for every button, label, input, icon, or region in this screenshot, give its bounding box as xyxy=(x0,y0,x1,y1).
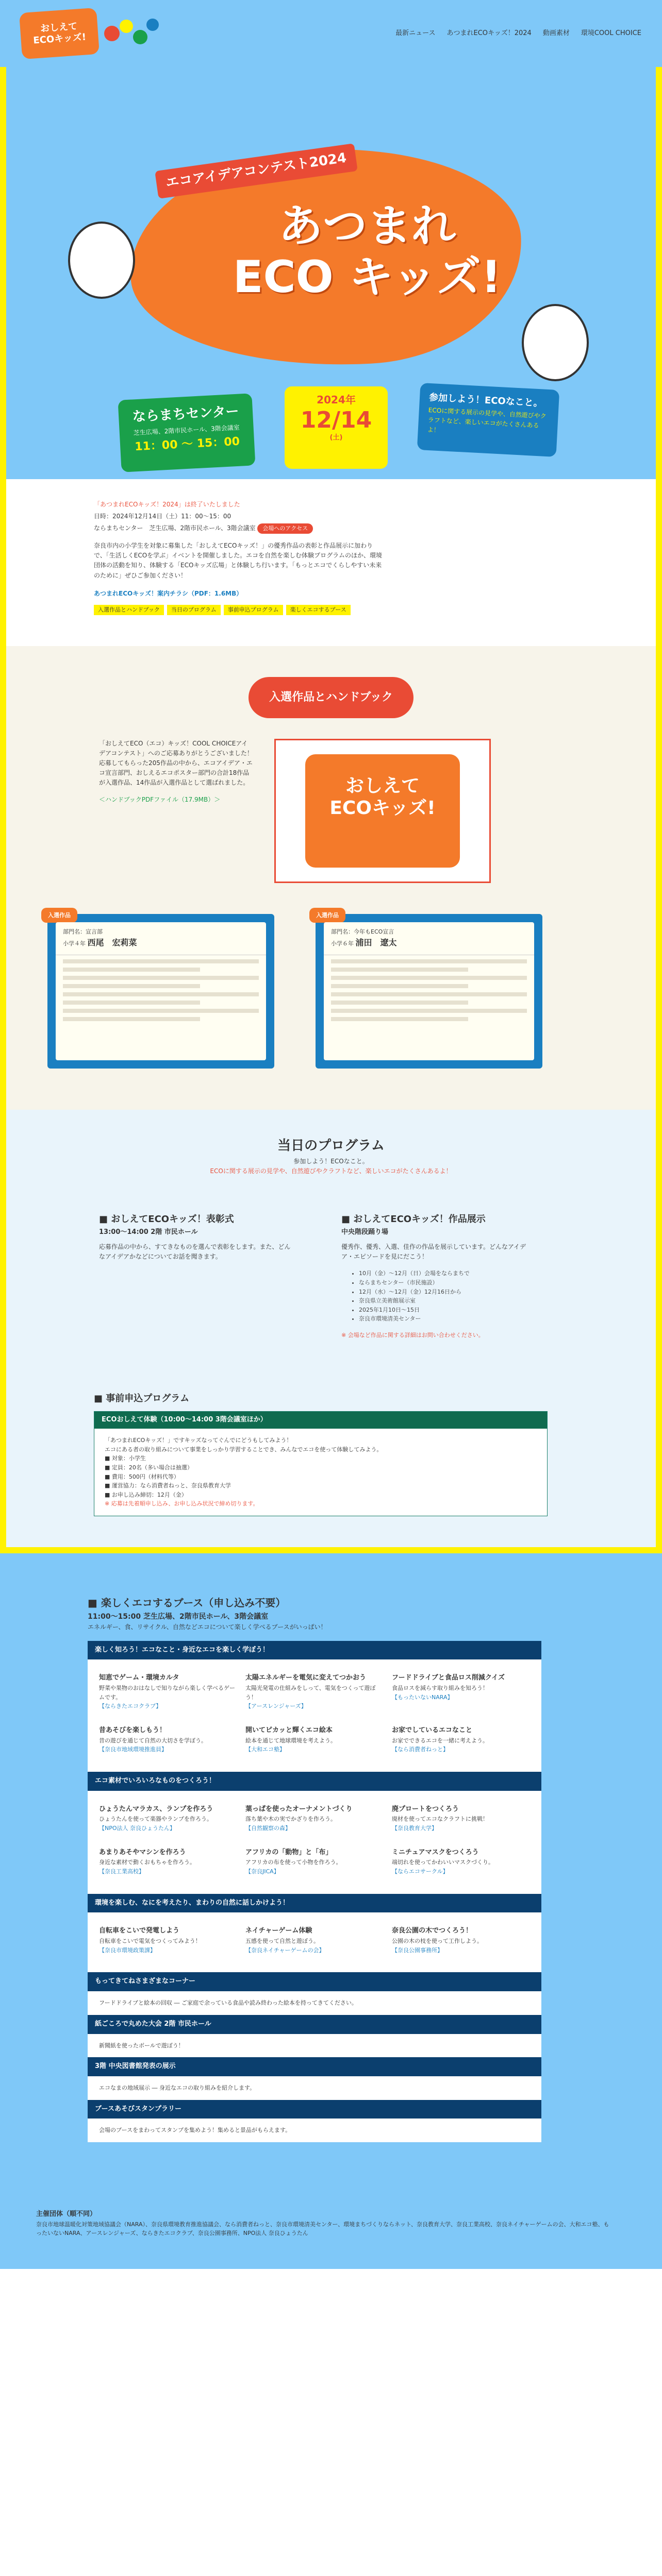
booth-text: 端切れを使ってかわいいマスクづくり。 xyxy=(392,1859,494,1866)
booth-item xyxy=(388,1668,534,1720)
booth-title: お家でしているエコなこと xyxy=(392,1726,473,1734)
hero-banner xyxy=(0,67,662,479)
exhibition-text: 優秀作、優秀、入選、佳作の作品を展示しています。どんなアイデア・エピソードを見にだこう！ xyxy=(341,1243,526,1261)
booth-title: ミニチュアマスクをつくろう xyxy=(392,1848,479,1856)
hero-title-line2: ECO キッズ! xyxy=(233,251,502,303)
booth-item xyxy=(95,1921,241,1964)
note-item xyxy=(88,2034,541,2058)
nav-cool-choice[interactable]: 環境COOL CHOICE xyxy=(581,29,641,37)
nav-news[interactable]: 最新ニュース xyxy=(395,29,436,37)
venue-hall: 芝生広場、2階市民ホール、3階会議室 xyxy=(133,423,240,436)
site-footer xyxy=(0,2173,662,2269)
note-item xyxy=(88,2076,541,2100)
tag-program[interactable]: 当日のプログラム xyxy=(167,605,221,615)
booth-text: 昔の遊びを通じて自然の大切さを学ぼう。 xyxy=(99,1737,207,1744)
booths-section xyxy=(0,1553,662,2173)
panel-head: 紙ごころで丸めた大会 2階 市民ホール xyxy=(88,2015,541,2034)
schedule-item: • ならまちセンター（市民施設） xyxy=(359,1278,537,1287)
pre-box xyxy=(94,1411,548,1516)
book-title-line1: おしえて xyxy=(345,775,420,796)
program-title: 当日のプログラム xyxy=(277,1138,385,1154)
footer-heading: 主催団体（順不同） xyxy=(36,2210,97,2218)
booth-text: 公園の木の枝を使って工作しよう。 xyxy=(392,1938,483,1945)
schedule-item: • 12月（水）～12月（金）12月16日から xyxy=(359,1287,537,1297)
nav-eco-kids-2024[interactable]: あつまれECOキッズ！2024 xyxy=(446,29,532,37)
program-section xyxy=(0,1110,662,1361)
panel-head: もってきてねさまざまなコーナー xyxy=(88,1972,541,1991)
kid-face-left-icon xyxy=(68,222,135,299)
booth-title: 自転車をこいで発電しよう xyxy=(99,1927,180,1935)
kid-face-right-icon xyxy=(522,304,589,381)
booth-title: アフリカの「動物」と「布」 xyxy=(245,1848,333,1856)
join-title: 参加しよう！ECOなこと。 xyxy=(428,392,543,409)
entry-badge: 入選作品 xyxy=(41,908,77,923)
booth-title: ひょうたんマラカス、ランプを作ろう xyxy=(99,1805,213,1813)
flyer-pdf-link[interactable]: あつまれECOキッズ！案内チラシ（PDF：1.6MB） xyxy=(94,589,243,597)
booth-text: 太陽光発電の仕組みをしって、電気をつくって遊ぼう！ xyxy=(245,1685,376,1701)
booth-item xyxy=(95,1720,241,1764)
entry-card[interactable] xyxy=(47,911,274,1069)
booth-title: 知恵でゲーム・環境カルタ xyxy=(99,1674,179,1682)
booth-title: 太陽エネルギーを電気に変えてつかおう xyxy=(245,1674,367,1682)
entry-name: 西尾 宏莉菜 xyxy=(87,938,137,948)
panel-head: 環境を楽しむ、なにを考えたり、まわりの自然に話しかけよう！ xyxy=(88,1894,541,1913)
venue-time: 11：00 ～ 15：00 xyxy=(134,435,240,454)
access-button[interactable]: 会場へのアクセス xyxy=(257,523,313,534)
event-date: 日時：2024年12月14日（土）11：00～15：00 xyxy=(94,513,231,520)
logo-line1: おしえて xyxy=(40,21,78,35)
booth-org: 【奈良ネイチャーゲームの会】 xyxy=(245,1946,325,1954)
site-logo[interactable] xyxy=(21,10,161,57)
panel-head: 3階 中央図書館発表の展示 xyxy=(88,2057,541,2076)
entry-grade: 小学６年 xyxy=(331,940,354,947)
entry-grade: 小学４年 xyxy=(63,940,86,947)
booth-item xyxy=(388,1842,534,1886)
note-item xyxy=(88,2119,541,2142)
entry-badge: 入選作品 xyxy=(309,908,345,923)
date-month: 12 xyxy=(300,407,332,433)
award-ceremony xyxy=(99,1212,295,1340)
panel-head: ブースあそびスタンプラリー xyxy=(88,2100,541,2119)
handbook-pdf-link[interactable]: ＜ハンドブックPDFファイル（17.9MB）＞ xyxy=(99,796,221,804)
schedule-item: • 奈良市環境清美センター xyxy=(359,1314,537,1324)
booth-org: 【奈良工業高校】 xyxy=(99,1868,144,1875)
booth-org: 【大和エコ塾】 xyxy=(245,1746,285,1753)
event-ended-note: 「あつまれECOキッズ！2024」は終了いたしました xyxy=(94,501,240,508)
booths-desc: エネルギー、食、リサイクル、自然などエコについて楽しく学べるブースがいっぱい！ xyxy=(88,1623,327,1631)
entry-page xyxy=(56,922,266,1060)
entries-row xyxy=(47,911,656,1069)
logo-badge xyxy=(19,8,100,59)
panel-head: 楽しく知ろう！エコなこと・身近なエコを楽しく学ぼう！ xyxy=(88,1641,541,1660)
booth-item xyxy=(388,1799,534,1842)
pre-line: エコにある者の取り組みについて事業をしっかり学習することでき、みんなでエコを使って体験してみよう。 xyxy=(105,1446,383,1453)
booth-item xyxy=(95,1799,241,1842)
tag-works[interactable]: 入選作品とハンドブック xyxy=(94,605,164,615)
booth-org: 【奈良公園事務所】 xyxy=(392,1946,443,1954)
works-section xyxy=(0,646,662,1110)
tag-booths[interactable]: 楽しくエコするブース xyxy=(286,605,351,615)
entry-name: 浦田 遼太 xyxy=(355,938,397,948)
entry-drawing xyxy=(56,955,266,1029)
intro-section xyxy=(0,479,662,646)
entry-category: 部門名：今年もECO宣言 xyxy=(331,928,394,935)
nav-videos[interactable]: 動画素材 xyxy=(542,29,570,37)
booth-text: 五感を使って自然と遊ぼう。 xyxy=(245,1938,319,1945)
logo-line2: ECOキッズ! xyxy=(32,31,87,46)
note-text: 新聞紙を使ったボールで遊ぼう！ xyxy=(99,2042,184,2049)
event-venue-row xyxy=(94,523,383,534)
pre-line: ■ 費用：500円（材料代等） xyxy=(105,1473,179,1480)
booth-org: 【奈良市環境政策課】 xyxy=(99,1946,156,1954)
entry-card[interactable] xyxy=(316,911,542,1069)
logo-decoration xyxy=(104,15,161,52)
booth-title: ネイチャーゲーム体験 xyxy=(245,1927,312,1935)
booth-title: フードドライブと食品ロス削減クイズ xyxy=(392,1674,505,1682)
booth-org: 【奈良教育大学】 xyxy=(392,1825,437,1832)
entry-head xyxy=(56,922,266,955)
works-text: 「おしえてECO（エコ）キッズ！COOL CHOICEアイデアコンテスト」へのご応募ありがとうございました！応募してもらった205作品の中から、エコアイデア・エコ宣言部門、おしえるエコポスター部門の合計18作品が入選作品、14作品が入選作品として選ばれました。 xyxy=(99,739,253,787)
handbook-cover[interactable] xyxy=(274,739,491,883)
book-title-line2: ECOキッズ! xyxy=(329,797,436,819)
note-text: フードドライブと絵本の回収 ― ご家庭で余っている食品や読み終わった絵本を持ってきてください。 xyxy=(99,1999,357,2007)
entry-drawing xyxy=(324,955,534,1029)
booth-text: 食品ロスを減らす取り組みを知ろう！ xyxy=(392,1685,488,1692)
pre-line: 「あつまれECOキッズ！」ですキッズなってぐんでにどうもしてみよう！ xyxy=(105,1437,292,1444)
pre-red-note: ※ 応募は先着順申し込み、お申し込み状況で締め切ります。 xyxy=(105,1500,259,1507)
exhibition-schedule xyxy=(359,1269,537,1324)
program-subtitle: 参加しよう！ECOなこと。 xyxy=(293,1158,369,1165)
exhibition-place: 中央階段踊り場 xyxy=(341,1228,389,1236)
booth-org: 【自然観察の森】 xyxy=(245,1825,291,1832)
note-text: 会場のブースをまわってスタンプを集めよう！集めると景品がもらえます。 xyxy=(99,2127,291,2134)
booth-title: 奈良公園の木でつくろう！ xyxy=(392,1927,473,1935)
section-tags xyxy=(94,605,383,615)
venue-name: ならまちセンター xyxy=(131,403,240,425)
booth-item xyxy=(241,1668,388,1720)
panel-head: エコ素材でいろいろなものをつくろう！ xyxy=(88,1772,541,1791)
hero-subtitle: エコアイデアコンテスト2024 xyxy=(155,143,357,198)
booth-org: 【NPO法人 奈良ひょうたん】 xyxy=(99,1825,176,1832)
works-exhibition xyxy=(341,1212,537,1340)
booth-title: 開いてピカッと輝くエコ絵本 xyxy=(245,1726,333,1734)
date-month-day: 12/14 xyxy=(300,407,372,433)
booth-org: 【もったいないNARA】 xyxy=(392,1693,453,1701)
pre-line: ■ 運営協力：なら消費者ねっと、奈良県教育大学 xyxy=(105,1482,231,1489)
booth-text: 落ち葉や木の実でかざりを作ろう。 xyxy=(245,1816,336,1823)
booth-panel xyxy=(88,1641,541,2142)
hero-venue-card xyxy=(118,393,256,472)
note-item xyxy=(88,1991,541,2015)
booth-item xyxy=(388,1720,534,1764)
footer-organizers: 奈良市地球温暖化対策地域協議会（NARA）、奈良県環境教育推進協議会、なら消費者ねっと、奈良市環境清美センター、環境まちづくりならネット、奈良教育大学、奈良工業高校、奈良ネイチャーゲームの会、大和エコ塾、もったいないNARA、アースレンジャーズ、ならきたエコクラブ、奈良公園事務所、NPO法人 奈良ひょうたん xyxy=(36,2221,609,2237)
booths-time: 11:00～15:00 芝生広場、2階市民ホール、3階会議室 xyxy=(88,1612,269,1621)
event-venue: ならまちセンター 芝生広場、2階市民ホール、3階会議室 xyxy=(94,524,256,532)
entry-category: 部門名：宣言部 xyxy=(63,928,103,935)
pre-title: ■ 事前申込プログラム xyxy=(94,1392,656,1406)
booth-org: 【奈良市地域環境推進員】 xyxy=(99,1746,167,1753)
award-heading: ■ おしえてECOキッズ！表彰式 xyxy=(99,1212,295,1227)
pre-line: ■ 定員：20名（多い場合は抽選） xyxy=(105,1464,193,1471)
booth-org: 【奈良JICA】 xyxy=(245,1868,279,1875)
booth-title: 昔あそびを楽しもう！ xyxy=(99,1726,167,1734)
booth-text: お家でできるエコを一緒に考えよう。 xyxy=(392,1737,488,1744)
handbook-cover-art xyxy=(305,754,460,868)
booth-org: 【ならエコサークル】 xyxy=(392,1868,449,1875)
exhibition-heading: ■ おしえてECOキッズ！作品展示 xyxy=(341,1212,537,1227)
pre-line: ■ 対象：小学生 xyxy=(105,1455,146,1462)
works-description xyxy=(99,739,254,883)
booth-item xyxy=(95,1668,241,1720)
entry-page xyxy=(324,922,534,1060)
entry-head xyxy=(324,922,534,955)
hero-title xyxy=(223,201,511,303)
booth-text: 野菜や果物のおはなしで知りながら楽しく学べるゲームです。 xyxy=(99,1685,235,1701)
site-header xyxy=(0,0,662,67)
join-text: ECOに関する展示の見学や、自然遊びやクラフトなど、楽しいエコがたくさんあるよ！ xyxy=(427,406,547,434)
schedule-item: • 2025年1月10日～15日 xyxy=(359,1306,537,1315)
tag-pre-registration[interactable]: 事前申込プログラム xyxy=(224,605,283,615)
booth-org: 【なら消費者ねっと】 xyxy=(392,1746,449,1753)
booth-text: ひょうたんを使って楽器やランプを作ろう。 xyxy=(99,1816,212,1823)
pre-line: ■ お申し込み締切：12月（金） xyxy=(105,1491,187,1498)
schedule-item: • 奈良県立美術館展示室 xyxy=(359,1296,537,1306)
booth-org: 【アースレンジャーズ】 xyxy=(245,1703,307,1710)
booth-item xyxy=(241,1842,388,1886)
main-nav xyxy=(395,28,641,39)
program-lead: ECOに関する展示の見学や、自然遊びやクラフトなど、楽しいエコがたくさんあるよ！ xyxy=(210,1167,452,1175)
works-section-title: 入選作品とハンドブック xyxy=(249,677,413,718)
booth-title: 廃プロートをつくろう xyxy=(392,1805,459,1813)
pre-box-body xyxy=(94,1429,547,1516)
booth-title: あまりあそやマシンを作ろう xyxy=(99,1848,186,1856)
schedule-item: • 10月（金）～12月（日）会場をならまちで xyxy=(359,1269,537,1278)
date-weekday: (土) xyxy=(329,434,343,442)
exhibition-note: ※ 会場など作品に関する詳細はお問い合わせください。 xyxy=(341,1332,484,1338)
booth-item xyxy=(241,1921,388,1964)
note-text: エコなまの地域展示 ― 身近なエコの取り組みを紹介します。 xyxy=(99,2084,256,2091)
booth-item xyxy=(388,1921,534,1964)
booth-item xyxy=(241,1799,388,1842)
date-year: 2024年 xyxy=(317,394,356,406)
booth-text: 自転車をこいで電気をつくってみよう！ xyxy=(99,1938,201,1945)
booth-title: 葉っぱを使ったオーナメントづくり xyxy=(245,1805,353,1813)
booths-title: ■ 楽しくエコするブース（申し込み不要） xyxy=(88,1595,662,1611)
booth-org: 【ならきたエコクラブ】 xyxy=(99,1703,162,1710)
award-text: 応募作品の中から、すてきなものを選んで表彰をします。また、どんなアイデアかなどについてお話を聞きます。 xyxy=(99,1243,291,1261)
award-time: 13:00～14:00 2階 市民ホール xyxy=(99,1228,198,1236)
pre-box-head: ECOおしえて体験（10:00～14:00 3階会議室ほか） xyxy=(94,1412,547,1429)
date-day: 14 xyxy=(340,407,372,433)
booth-text: 廃材を使ってエコなクラフトに挑戦！ xyxy=(392,1816,488,1823)
booth-item xyxy=(95,1842,241,1886)
pre-registration-section xyxy=(0,1361,662,1553)
booth-text: 身近な素材で動くおもちゃを作ろう。 xyxy=(99,1859,195,1866)
booth-text: 絵本を通じて地球環境を考えよう。 xyxy=(245,1737,336,1744)
hero-join-card xyxy=(417,383,559,457)
hero-title-line1: あつまれ xyxy=(278,200,456,252)
hero-date-card xyxy=(285,386,388,469)
intro-body: 奈良市内の小学生を対象に募集した「おしえてECOキッズ！」の優秀作品の表彰と作品展示に加わりで、「生活しくECOを学ぶ」イベントを開催しました。エコを自然を楽しむ体験プログラムのほか、環境団体の活動を知り、体験する「ECOキッズ広場」と体験しち行います。「もっとエコでくらしやすい未来のために」ぜひご参加ください！ xyxy=(94,541,383,579)
booth-text: アフリカの布を使って小物を作ろう。 xyxy=(245,1859,342,1866)
booth-item xyxy=(241,1720,388,1764)
